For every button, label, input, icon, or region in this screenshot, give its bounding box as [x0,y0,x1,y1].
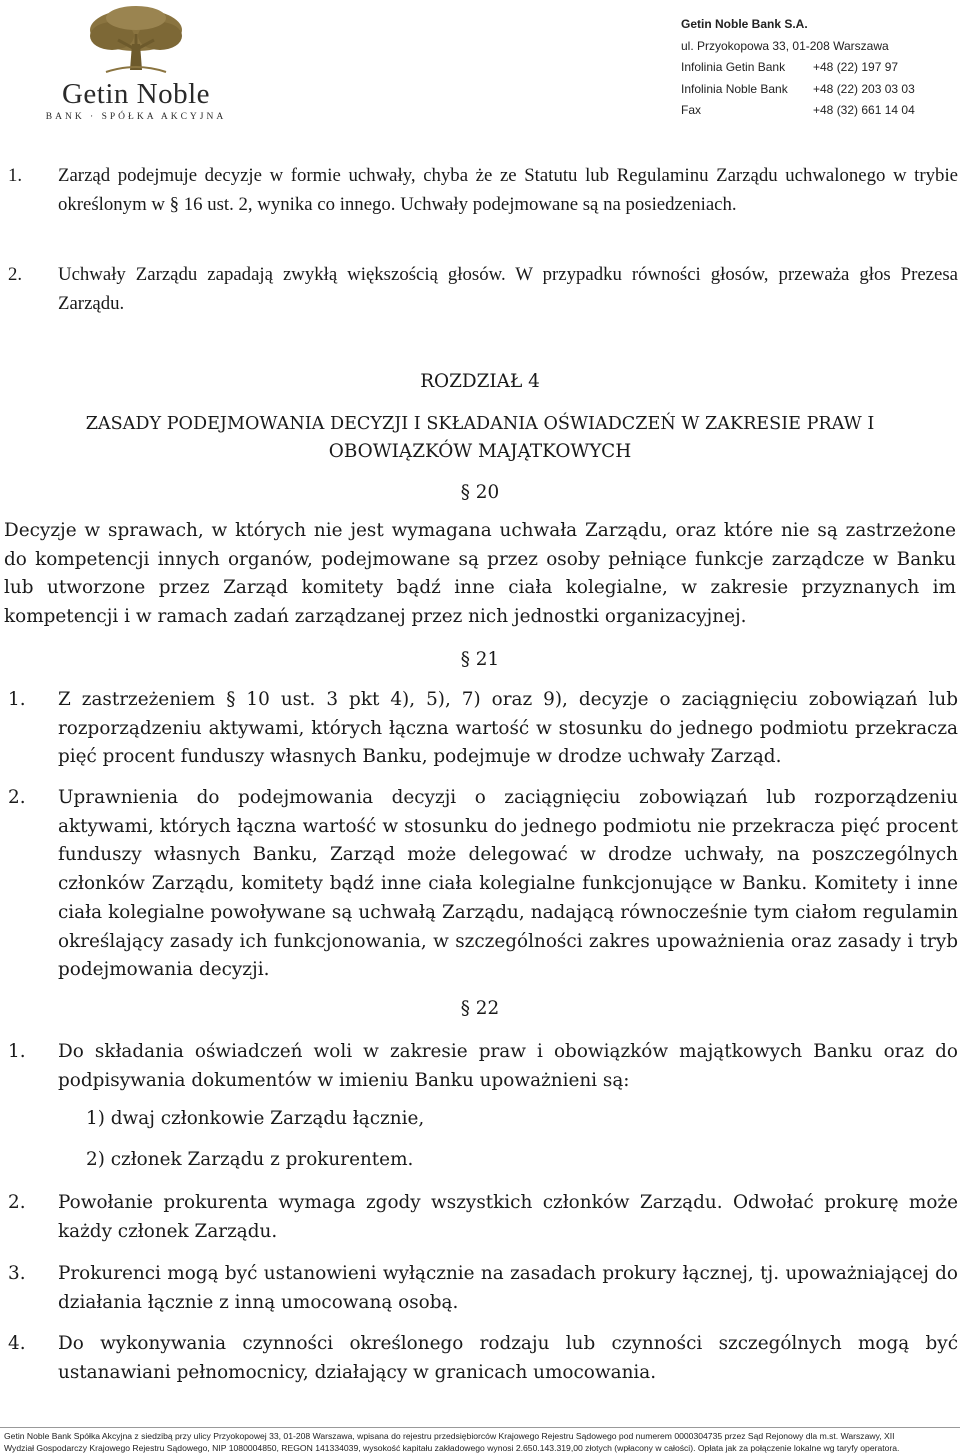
section-heading: § 20 [460,482,500,503]
intro-paragraph [8,162,958,219]
section-heading: § 22 [460,998,500,1019]
contact-label: Infolinia Noble Bank [681,81,788,96]
intro-paragraph [8,261,958,318]
contact-bank-name: Getin Noble Bank S.A. [681,17,808,31]
list-item [8,1260,958,1317]
contact-value: +48 (22) 203 03 03 [813,81,915,96]
bank-logo [38,4,234,122]
item-number: 4. [8,1333,26,1354]
footer-divider [0,1427,960,1428]
footer-text: Getin Noble Bank Spółka Akcyjna z siedzibą przy ulicy Przyokopowej 33, 01-208 Warszawa, wpisana do rejestru przedsiębiorców Krajowego Rejestru Sądowego pod numerem 0000304735 przez Sąd Rejonowy dla m.st. Warszawy, XII [4,1431,895,1441]
list-item [8,1330,958,1387]
contact-line [681,57,951,79]
item-number: 1. [8,689,26,710]
footer-text: Wydział Gospodarczy Krajowego Rejestru Sądowego, NIP 1080004850, REGON 141334039, wysokość kapitału zakładowego wynosi 2.650.143.319,00 złotych (wpłacony w całości). Opłata jak za połączenie lokalne wg taryfy operatora. [4,1443,900,1453]
item-text: Do składania oświadczeń woli w zakresie praw i obowiązków majątkowych Banku oraz do podpisywania dokumentów w imieniu Banku upoważnieni są: [58,1041,958,1091]
list-item [8,686,958,772]
contact-line [681,100,951,122]
contact-value: +48 (22) 197 97 [813,60,899,74]
item-text: Uprawnienia do podejmowania decyzji o zaciągnięciu zobowiązań lub rozporządzeniu aktywami, których łączna wartość w stosunku do jednego podmiotu nie przekracza pięć procent funduszy własnych Banku, Zarząd może delegować w drodze uchwały, na poszczególnych członków Zarządu, komitety bądź inne ciała kolegialne funkcjonujące w Banku. Komitety i inne ciała kolegialne powoływane są uchwałą Zarządu, nadającą równocześnie tym ciałom regulamin określający zasady ich funkcjonowania, w szczególności zakres upoważnienia oraz zasady i tryb podejmowania decyzji. [58,787,958,981]
chapter-title: ZASADY PODEJMOWANIA DECYZJI I SKŁADANIA OŚWIADCZEŃ W ZAKRESIE PRAW I [85,414,875,434]
item-number: 1. [8,165,23,186]
item-number: 2. [8,787,26,808]
section-heading: § 21 [460,649,500,670]
item-number: 3. [8,1263,26,1284]
logo-wordmark: Getin Noble [61,78,211,110]
item-number: 1. [8,1041,26,1062]
chapter-label: ROZDZIAŁ 4 [420,371,540,392]
list-item [8,784,958,985]
list-item [8,1189,958,1246]
item-number: 2. [8,264,23,285]
paragraph-text: Zarząd podejmuje decyzje w formie uchwały, chyba że ze Statutu lub Regulaminu Zarządu uchwalonego w trybie określonym w § 16 ust. 2, wynika co innego. Uchwały podejmowane są na posiedzeniach. [58,165,958,215]
item-text: Prokurenci mogą być ustanowieni wyłącznie na zasadach prokury łącznej, tj. upoważniającej do działania łącznie z inną umocowaną osobą. [58,1263,958,1313]
contact-label: Fax [681,103,702,117]
item-text: Do wykonywania czynności określonego rodzaju lub czynności szczególnych mogą być ustanawiani pełnomocnicy, działający w granicach umocowania. [58,1333,958,1383]
contact-block [681,14,951,122]
sub-item: 1) dwaj członkowie Zarządu łącznie, [86,1108,425,1129]
contact-value: +48 (32) 661 14 04 [813,103,915,117]
contact-label: Infolinia Getin Bank [681,60,786,74]
chapter-title: OBOWIĄZKÓW MAJĄTKOWYCH [328,441,632,462]
paragraph-text: Uchwały Zarządu zapadają zwykłą większością głosów. W przypadku równości głosów, przeważa głos Prezesa Zarządu. [58,264,958,314]
item-text: Z zastrzeżeniem § 10 ust. 3 pkt 4), 5), 7) oraz 9), decyzje o zaciągnięciu zobowiązań lub rozporządzeniu aktywami, których łączna wartość w stosunku do jednego podmiotu przekracza pięć procent funduszy własnych Banku, podejmuje w drodze uchwały Zarząd. [58,689,958,768]
contact-line [681,79,951,101]
tree-icon [86,4,186,76]
item-text: Powołanie prokurenta wymaga zgody wszystkich członków Zarządu. Odwołać prokurę może każdy członek Zarządu. [58,1192,958,1242]
item-number: 2. [8,1192,26,1213]
section-paragraph: Decyzje w sprawach, w których nie jest wymagana uchwała Zarządu, oraz które nie są zastrzeżone do kompetencji innych organów, podejmowane są przez osoby pełniące funkcje zarządcze w Banku lub utworzone przez Zarząd komitety bądź inne ciała kolegialne, w zakresie przyznanych im kompetencji i w ramach zadań zarządzanej przez nich jednostki organizacyjnej. [4,520,956,628]
logo-subtitle: BANK · SPÓŁKA AKCYJNA [45,112,227,122]
list-item [8,1038,958,1095]
contact-address: ul. Przyokopowa 33, 01-208 Warszawa [681,38,889,53]
sub-item: 2) członek Zarządu z prokurentem. [86,1149,414,1170]
